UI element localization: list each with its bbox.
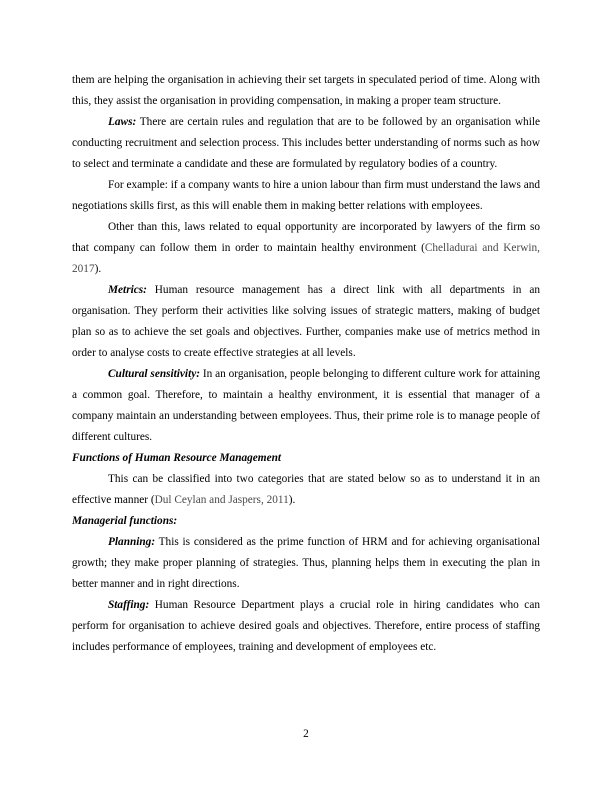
paragraph-metrics: [72, 280, 540, 364]
citation: Chelladurai and Kerwin, 2017: [72, 242, 540, 275]
paragraph-example: For example: if a company wants to hire a union labour than firm must understand the laws and negotiations skills first, as this will enable them in making better relations with employees.: [72, 179, 541, 212]
document-page: [72, 70, 540, 658]
paragraph-laws: [72, 112, 540, 175]
laws-text: There are certain rules and regulation that are to be followed by an organisation while conducting recruitment and selection process. This includes better understanding of norms such as how to select and terminate a candidate and these are formulated by regulatory bodies of a country.: [72, 116, 540, 170]
citation: Dul Ceylan and Jaspers, 2011: [154, 494, 289, 506]
classified-text: This can be classified into two categories that are stated below so as to understand it in an effective manner (: [72, 473, 540, 506]
paragraph-other: [72, 217, 540, 280]
metrics-text: Human resource management has a direct link with all departments in an organisation. They perform their activities like solving issues of strategic matters, making of budget plan so as to achieve the set goals and objectives. Further, companies make use of metrics method in order to analyse costs to create effective strategies at all levels.: [72, 284, 540, 359]
paragraph-classified: [72, 469, 540, 511]
cultural-label: Cultural sensitivity:: [108, 368, 200, 380]
section-heading: Functions of Human Resource Management: [72, 452, 282, 464]
planning-text: This is considered as the prime function of HRM and for achieving organisational growth; they make proper planning of strategies. Thus, planning helps them in executing the plan in better manner and in right directions.: [72, 536, 540, 590]
cultural-text: In an organisation, people belonging to different culture work for attaining a common goal. Therefore, to maintain a healthy environment, it is essential that manager of a company maintain an understanding between employees. Thus, their prime role is to manage people of different cultures.: [72, 368, 540, 443]
paragraph-staffing: [72, 595, 540, 658]
page-number: 2: [303, 728, 309, 740]
paragraph-cultural: [72, 364, 540, 448]
laws-label: Laws:: [108, 116, 137, 128]
planning-label: Planning:: [108, 536, 156, 548]
staffing-label: Staffing:: [108, 599, 150, 611]
other-end: ).: [94, 263, 102, 275]
subsection-heading: Managerial functions:: [72, 515, 178, 527]
other-text: Other than this, laws related to equal opportunity are incorporated by lawyers of the firm so that company can follow them in order to maintain healthy environment (: [72, 221, 540, 254]
classified-end: ).: [288, 494, 296, 506]
staffing-text: Human Resource Department plays a crucial role in hiring candidates who can perform for organisation to achieve desired goals and objectives. Therefore, entire process of staffing includes performance of employees, training and development of employees etc.: [72, 599, 540, 653]
metrics-label: Metrics:: [108, 284, 147, 296]
paragraph-planning: [72, 532, 540, 595]
paragraph-intro: them are helping the organisation in achieving their set targets in speculated period of time. Along with this, they assist the organisation in providing compensation, in making a proper team structure.: [72, 74, 540, 107]
